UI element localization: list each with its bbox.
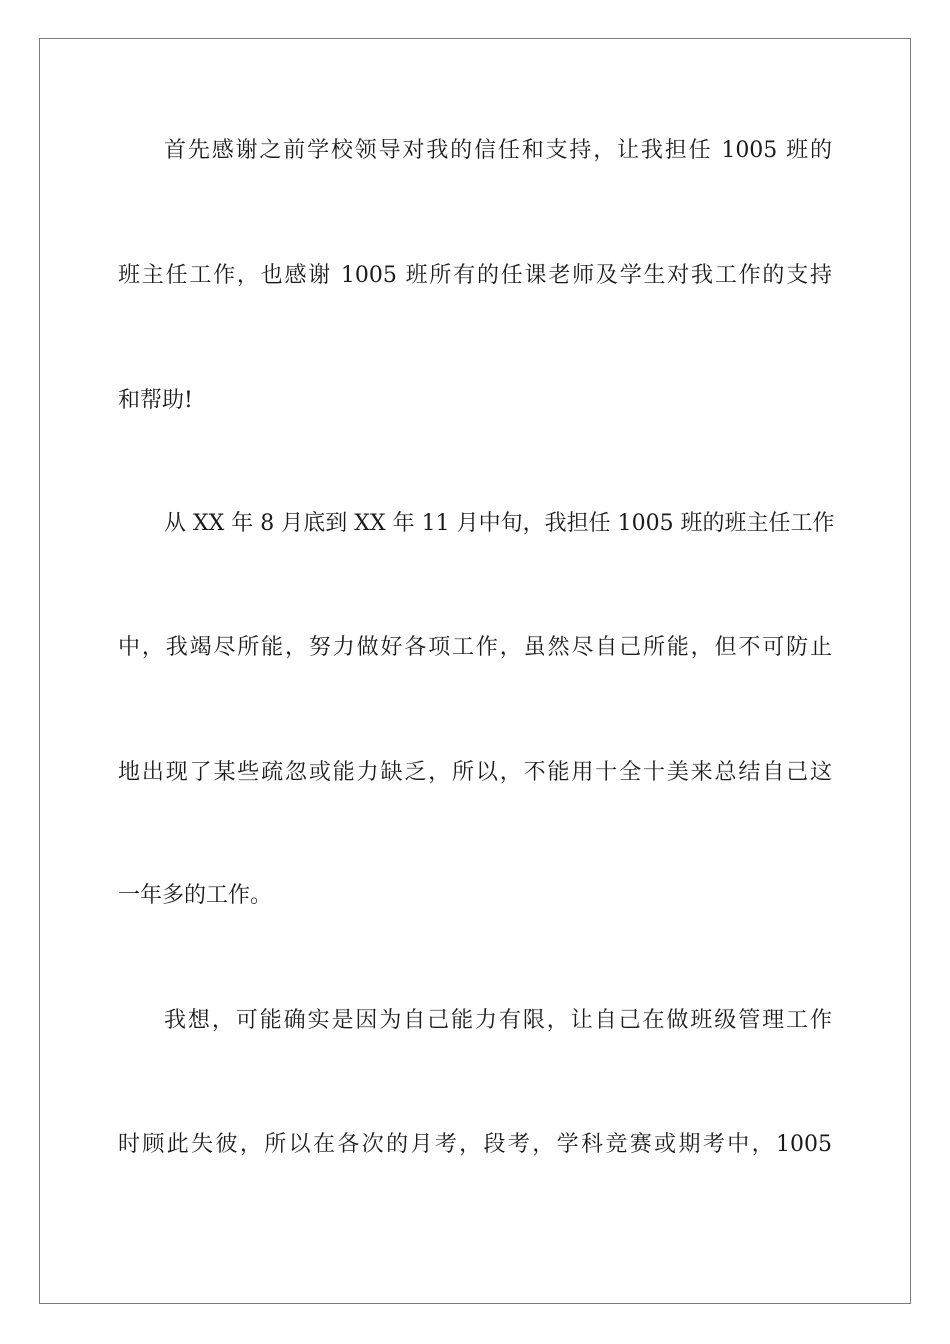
- page-border: [39, 38, 911, 1304]
- paragraph-3-line-2: 时顾此失彼，所以在各次的月考，段考，学科竞赛或期考中，1005: [118, 1132, 832, 1157]
- paragraph-2-line-2: 中，我竭尽所能，努力做好各项工作，虽然尽自己所能，但不可防止: [118, 635, 832, 660]
- paragraph-2-line-3: 地出现了某些疏忽或能力缺乏，所以，不能用十全十美来总结自己这: [118, 760, 832, 785]
- paragraph-3-line-1: 我想，可能确实是因为自己能力有限，让自己在做班级管理工作: [164, 1008, 832, 1033]
- paragraph-1-line-1: 首先感谢之前学校领导对我的信任和支持，让我担任 1005 班的: [164, 138, 832, 163]
- paragraph-1-line-2: 班主任工作，也感谢 1005 班所有的任课老师及学生对我工作的支持: [118, 263, 832, 288]
- paragraph-2-line-1: 从 XX 年 8 月底到 XX 年 11 月中旬，我担任 1005 班的班主任工作: [164, 511, 835, 536]
- paragraph-1-line-3: 和帮助!: [118, 388, 193, 413]
- paragraph-2-line-4: 一年多的工作。: [118, 883, 273, 908]
